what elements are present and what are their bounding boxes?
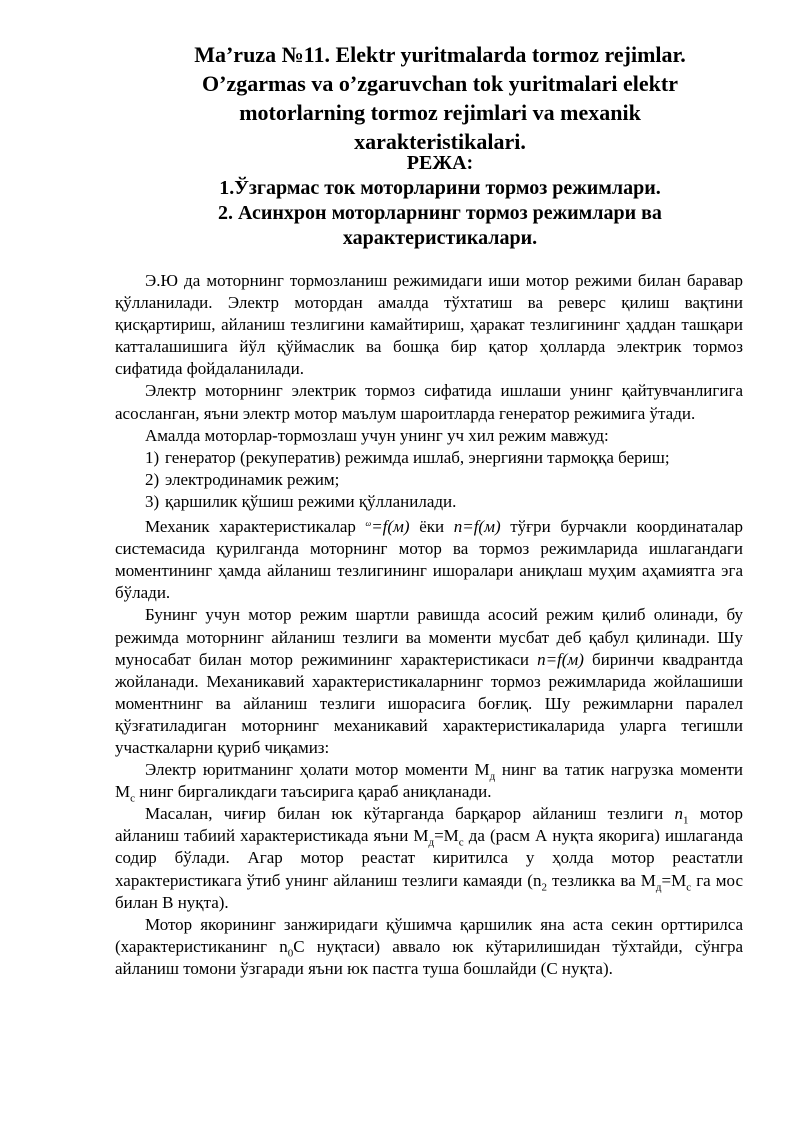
text-run: Электр юритманинг ҳолати мотор моменти М [145,760,490,780]
subscript: д [489,770,496,783]
body-text [115,270,743,980]
title-line-1: Ma’ruza №11. Elektr yuritmalarda tormoz rejimlar. [194,42,686,67]
paragraph-8 [115,914,743,980]
subscript: 0 [287,947,294,960]
lecture-title [120,40,760,156]
text-run: га мос билан В нуқта). [115,870,744,912]
list-text: қаршилик қўшиш режими қўлланилади. [165,491,457,511]
subscript: д [655,880,662,893]
title-line-3: motorlarning tormoz rejimlari va mexanik [239,100,641,125]
text-run: ёки [409,517,454,537]
text-run: мотор айланиш табиий характеристикада яъни М [115,804,743,846]
plan-heading: РЕЖА: [406,152,474,174]
list-item [145,447,743,469]
mode-list [115,447,743,513]
paragraph-7 [115,803,743,913]
text-run: биринчи квадрантда жойланади. Механикавий характеристикаларнинг тормоз режимларида жойлашиши моментнинг ва айланиш тезлиги ишорасига боғлиқ. Шу режимларни паралел қўзғатиладиган моторнинг механикавий характеристикаларида уларга тегишли участкаларни қуриб чиқамиз: [115,649,744,757]
paragraph-4 [115,513,743,604]
omega-symbol: ω [365,519,372,529]
formula: n=f(м) [537,649,584,669]
plan-list [120,176,760,251]
text-run: тезликка ва М [546,870,656,890]
formula: n [674,804,683,824]
subscript: с [458,836,464,849]
paragraph-1: Э.Ю да моторнинг тормозланиш режимидаги иши мотор режими билан баравар қўлланилади. Электр мотордан амалда тўхтатиш ва реверс қилиш вақтини қисқартириш, айланиш тезлигини камайтириш, ҳаракат тезлигининг ҳаддан ташқари катталашишига йўл қўймаслик ва бошқа бир қатор ҳолларда электрик тормоз сифатида фойдаланилади. [115,271,743,379]
text-run: =М [661,870,687,890]
list-text: электродинамик режим; [165,469,340,489]
text-run: =М [434,826,459,846]
list-item [145,491,743,513]
list-number: 3) [145,491,160,511]
plan-item-2: 2. Асинхрон моторларнинг тормоз режимлари ва [218,202,662,224]
list-item [145,469,743,491]
paragraph-2: Электр моторнинг электрик тормоз сифатида ишлаши унинг қайтувчанлигига асосланган, яъни электр мотор маълум шароитларда генератор режимига ўтади. [115,381,743,423]
text-run: Механик характеристикалар [145,517,366,537]
subscript: с [130,792,136,805]
subscript: д [428,836,435,849]
list-number: 1) [145,447,160,467]
text-run: Бунинг учун мотор режим шартли равишда асосий режим қилиб олинади, бу режимда моторнинг айланиш тезлиги ва моменти мусбат деб қабул қилинади. Шу муносабат билан мотор режимининг характеристикаси [115,605,743,669]
subscript: 1 [682,814,689,827]
text-run: тўғри бурчакли координаталар системасида қурилганда моторнинг мотор ва тормоз режимларида ишлагандаги моментининг ҳамда айланиш тезлигининг ишоралари аниқлаш муҳим аҳамиятга эга бўлади. [115,517,744,603]
list-text: генератор (рекуператив) режимда ишлаб, энергияни тармоққа бериш; [165,447,670,467]
text-run: да (расм А нуқта якорига) ишлаганда содир бўлади. Агар мотор реастат киритилса у ҳолда мотор реастатли характеристикага ўтиб унинг айланиш тезлиги камаяди (n [115,826,743,890]
text-run: нинг ва татик нагрузка моменти М [115,760,743,802]
text-run: Масалан, чиғир билан юк кўтарганда барқарор айланиш тезлиги [145,804,675,824]
paragraph-3: Амалда моторлар-тормозлаш учун унинг уч хил режим мавжуд: [145,425,609,445]
subscript: 2 [541,880,547,893]
title-line-4: xarakteristikalari. [354,129,526,154]
formula: n=f(м) [453,517,501,537]
title-line-2: O’zgarmas va o’zgaruvchan tok yuritmalari elektr [202,71,678,96]
subscript: с [686,880,692,893]
list-number: 2) [145,469,160,489]
text-run: нинг биргаликдаги таъсирига қараб аниқланади. [135,782,492,802]
plan-item-1: 1.Ўзгармас ток моторларини тормоз режимлари. [219,177,661,199]
text-run: Мотор якорининг занжиридаги қўшимча қаршилик яна аста секин орттирилса (характеристиканинг n [115,914,743,956]
plan-item-2-cont: характеристикалари. [342,227,538,249]
paragraph-5 [115,604,743,759]
formula: =f(м) [371,517,410,537]
paragraph-6 [115,759,743,803]
text-run: С нуқтаси) аввало юк кўтарилишидан тўхтайди, сўнгра айланиш томони ўзгаради яъни юк пастга туша бошлайди (С нуқта). [115,936,743,978]
